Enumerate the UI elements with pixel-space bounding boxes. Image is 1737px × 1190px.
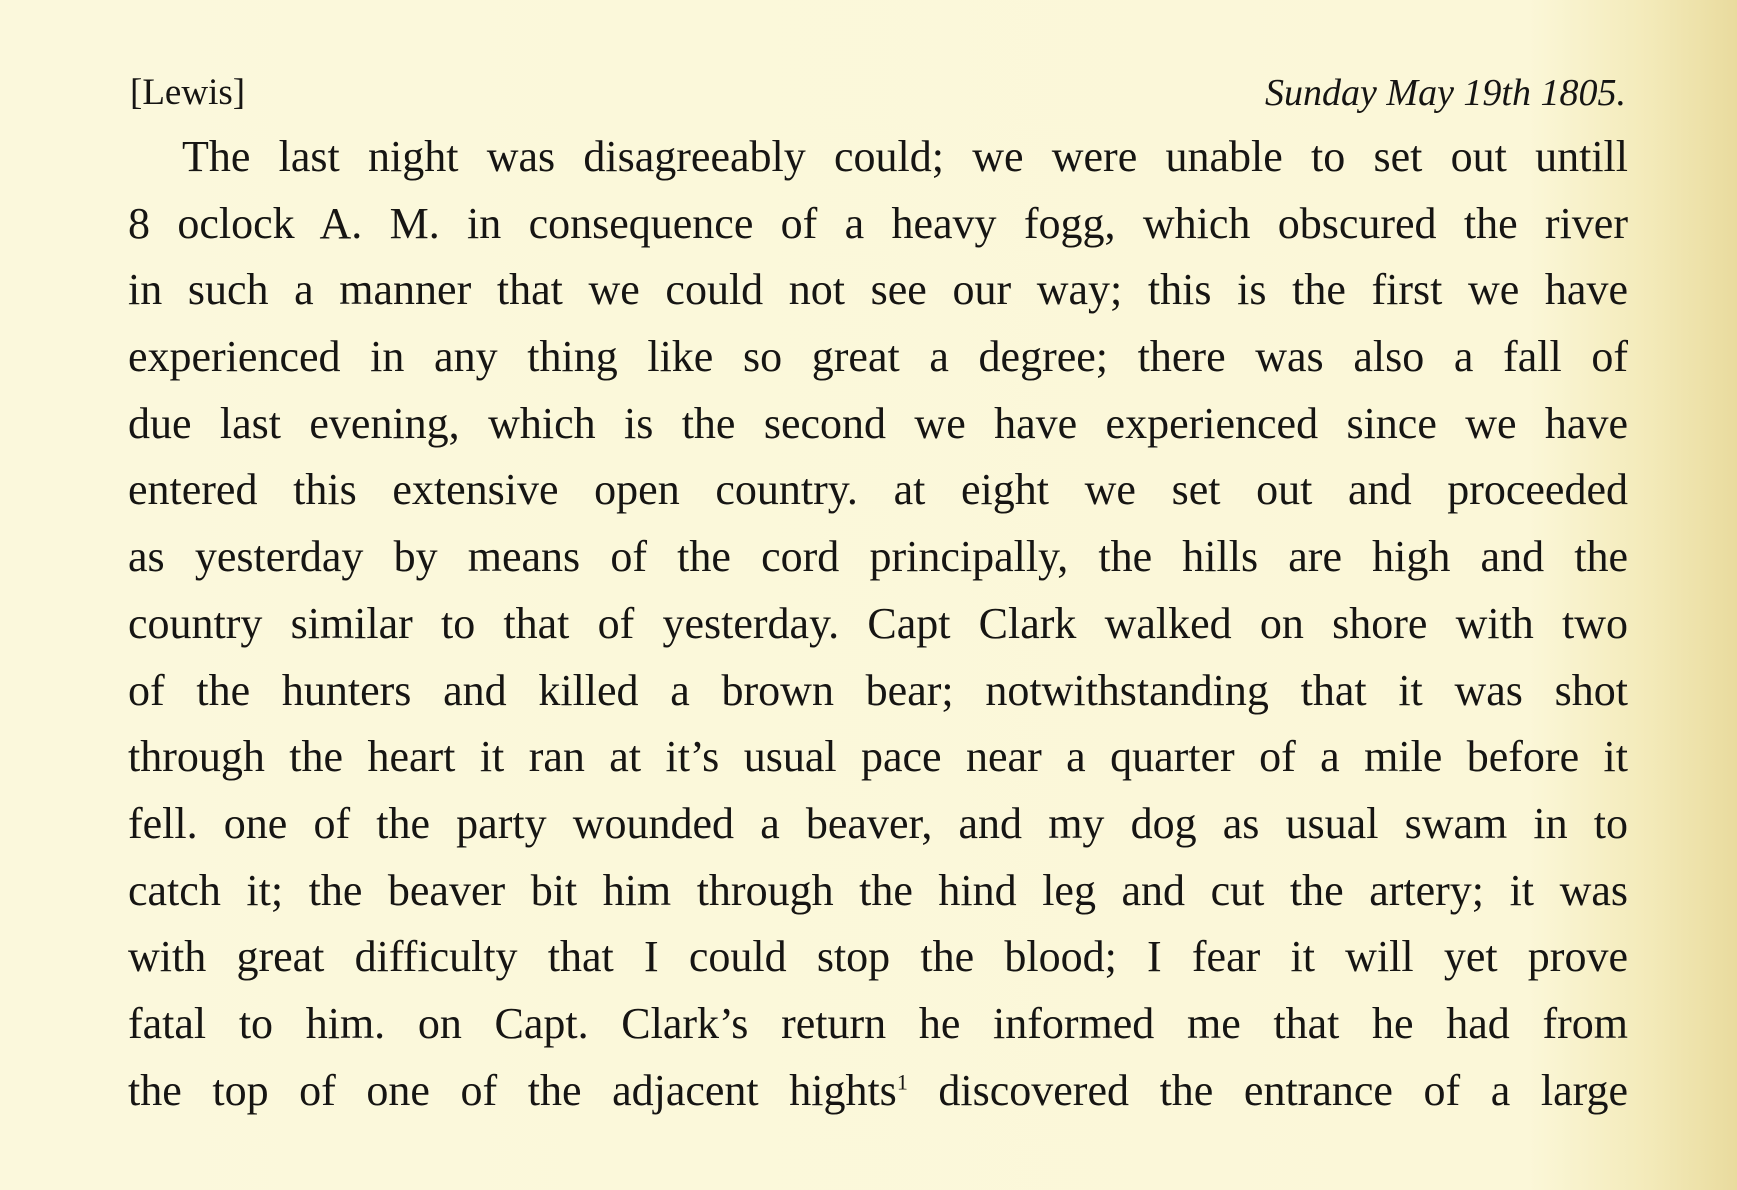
text-line: country similar to that of yesterday. Capt Clark walked on shore with two — [128, 598, 1628, 648]
entry-body — [128, 124, 1628, 1124]
text-line: catch it; the beaver bit him through the hind leg and cut the artery; it was — [128, 865, 1628, 915]
text-line: of the hunters and killed a brown bear; notwithstanding that it was shot — [128, 665, 1628, 715]
text-line: entered this extensive open country. at eight we set out and proceeded — [128, 465, 1628, 515]
text-line: fell. one of the party wounded a beaver, and my dog as usual swam in to — [128, 798, 1628, 848]
text-line-start: the top of one of the adjacent hights — [128, 1065, 897, 1115]
text-line: as yesterday by means of the cord principally, the hills are high and the — [128, 532, 1628, 582]
text-line: through the heart it ran at it’s usual pace near a quarter of a mile before it — [128, 732, 1628, 782]
text-line: fatal to him. on Capt. Clark’s return he informed me that he had from — [128, 998, 1628, 1048]
text-line-end: discovered the entrance of a large — [907, 1065, 1628, 1115]
text-line: due last evening, which is the second we have experienced since we have — [128, 398, 1628, 448]
text-line: experienced in any thing like so great a degree; there was also a fall of — [128, 332, 1628, 382]
text-line: 8 oclock A. M. in consequence of a heavy fogg, which obscured the river — [128, 198, 1628, 248]
entry-author: [Lewis] — [130, 72, 246, 113]
text-line: The last night was disagreeably could; we were unable to set out untill — [182, 132, 1628, 181]
footnote-marker[interactable]: 1 — [896, 1068, 908, 1094]
entry-header — [128, 66, 1628, 120]
text-line: with great difficulty that I could stop the blood; I fear it will yet prove — [128, 932, 1628, 982]
text-line-last — [128, 1058, 1628, 1125]
text-line: in such a manner that we could not see our way; this is the first we have — [128, 265, 1628, 315]
entry-date: Sunday May 19th 1805. — [1265, 72, 1626, 114]
journal-page — [128, 66, 1628, 1124]
